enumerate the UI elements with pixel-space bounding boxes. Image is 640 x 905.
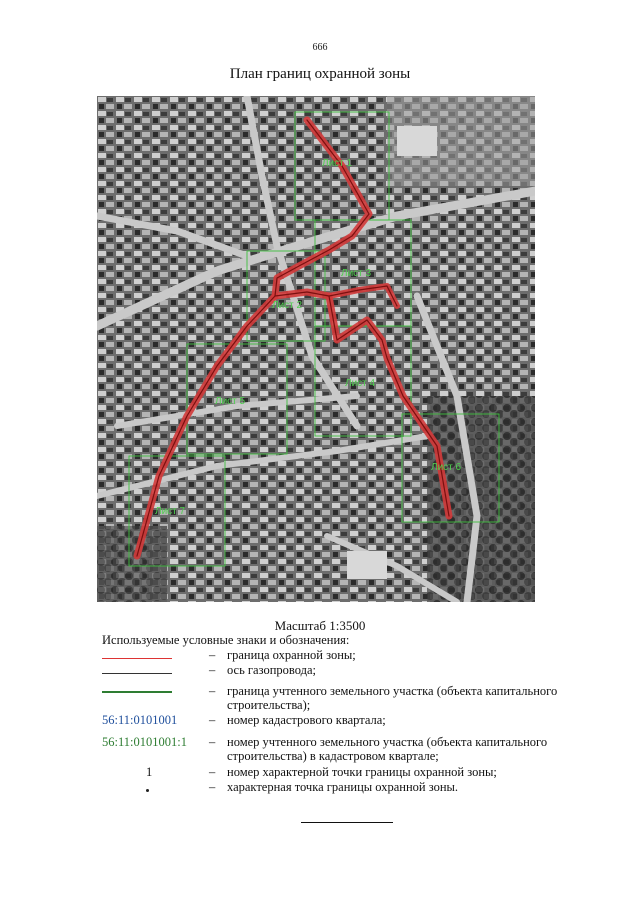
sheet-label-6: Лист 6 [431, 462, 462, 473]
building-south [347, 551, 387, 579]
map-canvas [97, 96, 535, 602]
page-title: План границ охранной зоны [229, 66, 411, 82]
legend-dash: – [209, 648, 216, 662]
sheet-label-7: Лист 7 [155, 506, 186, 517]
legend-item-point [102, 780, 572, 794]
legend-description: номер учтенного земельного участка (объекта капитального строительства) в кадастровом квартале; [227, 735, 548, 763]
cadastral-quarter-sample: 56:11:0101001 [102, 713, 178, 727]
point-dot-icon [146, 789, 149, 792]
legend-symbol [102, 713, 194, 728]
legend-dash: – [209, 780, 216, 794]
legend-item-axis [102, 663, 572, 677]
signature-rule [301, 822, 393, 823]
point-number-sample: 1 [146, 765, 153, 779]
legend-item-cadastral-quarter [102, 713, 572, 727]
red-line-icon [102, 658, 172, 659]
legend-dash: – [209, 713, 216, 727]
legend-symbol [102, 735, 194, 750]
aerial-map [97, 96, 535, 602]
black-line-icon [102, 673, 172, 674]
legend-dash: – [209, 735, 216, 749]
sheet-label-1: Лист 1 [322, 158, 353, 169]
legend-heading: Используемые условные знаки и обозначения: [102, 633, 350, 647]
legend-description: номер характерной точки границы охранной зоны; [227, 765, 497, 779]
legend-item-point-number [102, 765, 572, 779]
map-scale: Масштаб 1:3500 [274, 618, 366, 633]
legend-dash: – [209, 684, 216, 698]
legend-description: номер кадастрового квартала; [227, 713, 386, 727]
sheet-label-5: Лист 5 [215, 396, 246, 407]
legend-item-land-plot-boundary [102, 684, 572, 712]
legend-description: ось газопровода; [227, 663, 317, 677]
legend-description: граница учтенного земельного участка (объекта капитального строительства); [227, 684, 558, 712]
sheet-label-3: Лист 3 [341, 268, 372, 279]
sheet-label-2: Лист 2 [272, 300, 303, 311]
legend-description: характерная точка границы охранной зоны. [227, 780, 459, 794]
legend-dash: – [209, 663, 216, 677]
green-line-icon [102, 691, 172, 693]
tree-area-southwest [97, 526, 167, 602]
legend-item-land-plot-number [102, 735, 572, 763]
sheet-label-4: Лист 4 [345, 378, 376, 389]
legend-description: граница охранной зоны; [227, 648, 356, 662]
land-plot-number-sample: 56:11:0101001:1 [102, 735, 187, 749]
legend-item-boundary [102, 648, 572, 662]
legend-dash: – [209, 765, 216, 779]
building-large [397, 126, 437, 156]
page-number: 666 [312, 42, 328, 53]
